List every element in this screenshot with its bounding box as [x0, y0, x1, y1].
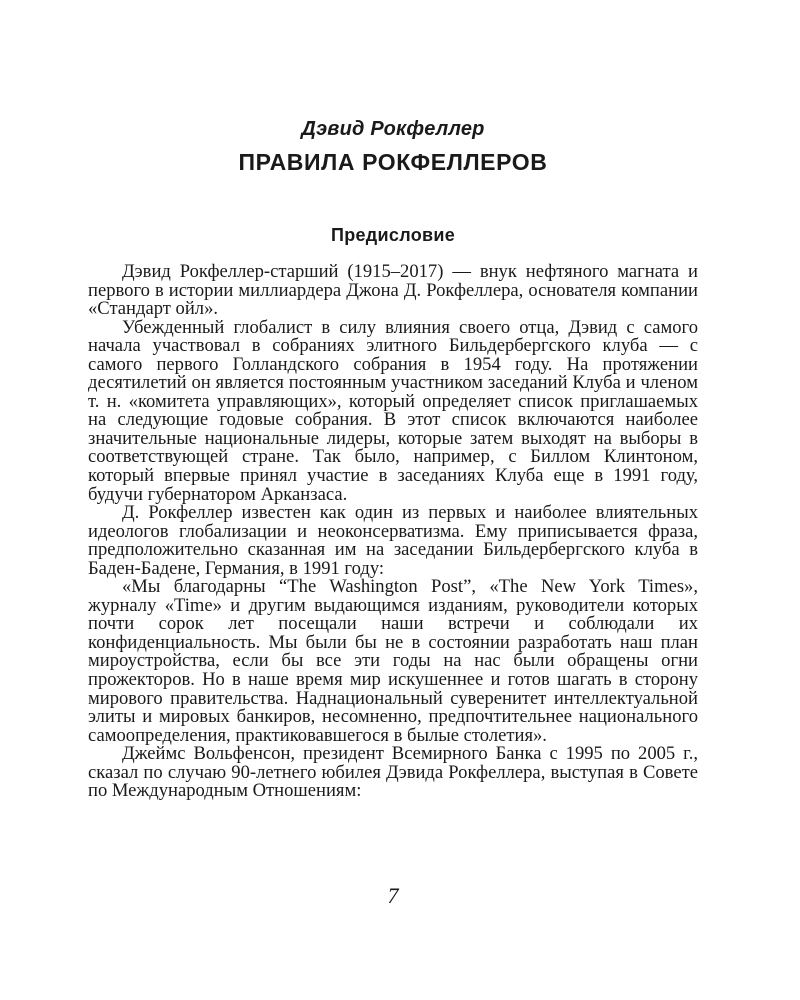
- section-heading: Предисловие: [330, 225, 456, 245]
- paragraph-quote: «Мы благодарны “The Washington Post”, «The New York Times», журналу «Time» и другим выдающимся изданиям, руководители которых почти сорок лет посещали наши встречи и соблюдали их конфиденциальность. Мы были бы не в состоянии разработать наш план мироустройства, если бы все эти годы на нас были обращены огни прожекторов. Но в наше время мир искушеннее и готов шагать в сторону мирового правительства. Наднациональный суверенитет интеллектуальной элиты и мировых банкиров, несомненно, предпочтительнее национального самоопределения, практиковавшегося в былые столетия».: [88, 576, 698, 746]
- body-text: [88, 263, 698, 801]
- book-title: ПРАВИЛА РОКФЕЛЛЕРОВ: [238, 149, 548, 175]
- book-page: [88, 0, 698, 1000]
- paragraph-ideologist: Д. Рокфеллер известен как один из первых и наиболее влиятельных идеологов глобализации и неоконсерватизма. Ему приписывается фраза, предположительно сказанная им на заседании Бильдербергского клуба в Баден-Бадене, Германия, в 1991 году:: [88, 502, 698, 579]
- paragraph-wolfensohn: Джеймс Вольфенсон, президент Всемирного Банка с 1995 по 2005 г., сказал по случаю 90-летнего юбилея Дэвида Рокфеллера, выступая в Совете по Международным Отношениям:: [88, 743, 698, 802]
- paragraph-intro: Дэвид Рокфеллер-старший (1915–2017) — внук нефтяного магната и первого в истории миллиардера Джона Д. Рокфеллера, основателя компании «Стандарт ойл».: [88, 261, 698, 320]
- page-number: 7: [387, 883, 399, 908]
- author-name: Дэвид Рокфеллер: [301, 118, 485, 140]
- paragraph-bilderberg: Убежденный глобалист в силу влияния своего отца, Дэвид с самого начала участвовал в собраниях элитного Бильдербергского клуба — с самого первого Голландского собрания в 1954 году. На протяжении десятилетий он является постоянным участником заседаний Клуба и членом т. н. «комитета управляющих», который определяет список приглашаемых на следующие годовые собрания. В этот список включаются наиболее значительные национальные лидеры, которые затем выходят на выборы в соответствующей стране. Так было, например, с Биллом Клинтоном, который впервые принял участие в заседаниях Клуба еще в 1991 году, будучи губернатором Арканзаса.: [88, 316, 698, 505]
